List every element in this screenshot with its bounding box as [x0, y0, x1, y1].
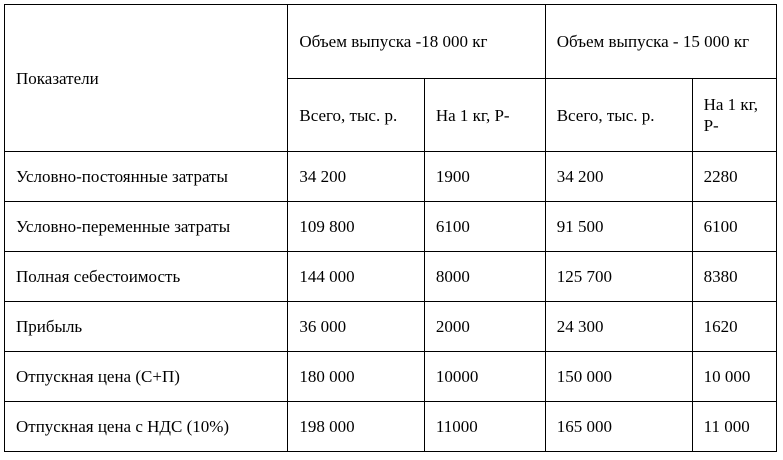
table-row: [5, 402, 777, 452]
cell-total-b: 34 200: [545, 152, 692, 202]
cell-perkg-b: 2280: [692, 152, 776, 202]
row-label: Прибыль: [5, 302, 288, 352]
table-row: [5, 302, 777, 352]
cell-total-a: 180 000: [288, 352, 424, 402]
row-label: Условно-переменные затраты: [5, 202, 288, 252]
header-perkg-b: На 1 кг, Р-: [692, 79, 776, 152]
header-row-1: [5, 5, 777, 79]
header-total-b: Всего, тыс. р.: [545, 79, 692, 152]
cell-total-b: 24 300: [545, 302, 692, 352]
table-row: [5, 202, 777, 252]
cell-total-a: 198 000: [288, 402, 424, 452]
cell-total-b: 125 700: [545, 252, 692, 302]
cell-perkg-a: 8000: [424, 252, 545, 302]
cost-table: [4, 4, 777, 452]
cell-perkg-a: 1900: [424, 152, 545, 202]
header-group-a: Объем выпуска -18 000 кг: [288, 5, 545, 79]
header-perkg-a: На 1 кг, Р-: [424, 79, 545, 152]
row-label: Полная себестоимость: [5, 252, 288, 302]
cell-total-a: 34 200: [288, 152, 424, 202]
cell-total-b: 150 000: [545, 352, 692, 402]
cell-perkg-b: 11 000: [692, 402, 776, 452]
cell-total-a: 144 000: [288, 252, 424, 302]
cell-total-b: 91 500: [545, 202, 692, 252]
cell-perkg-b: 1620: [692, 302, 776, 352]
table-row: [5, 252, 777, 302]
cell-perkg-b: 8380: [692, 252, 776, 302]
header-group-b: Объем выпуска - 15 000 кг: [545, 5, 776, 79]
cell-perkg-a: 2000: [424, 302, 545, 352]
row-label: Отпускная цена (С+П): [5, 352, 288, 402]
row-label: Отпускная цена с НДС (10%): [5, 402, 288, 452]
header-total-a: Всего, тыс. р.: [288, 79, 424, 152]
cell-total-b: 165 000: [545, 402, 692, 452]
cell-perkg-b: 6100: [692, 202, 776, 252]
cell-perkg-b: 10 000: [692, 352, 776, 402]
row-label: Условно-постоянные затраты: [5, 152, 288, 202]
table-row: [5, 352, 777, 402]
table-row: [5, 152, 777, 202]
cell-perkg-a: 6100: [424, 202, 545, 252]
cell-perkg-a: 11000: [424, 402, 545, 452]
header-indicator: Показатели: [5, 5, 288, 152]
cell-perkg-a: 10000: [424, 352, 545, 402]
cell-total-a: 109 800: [288, 202, 424, 252]
cell-total-a: 36 000: [288, 302, 424, 352]
